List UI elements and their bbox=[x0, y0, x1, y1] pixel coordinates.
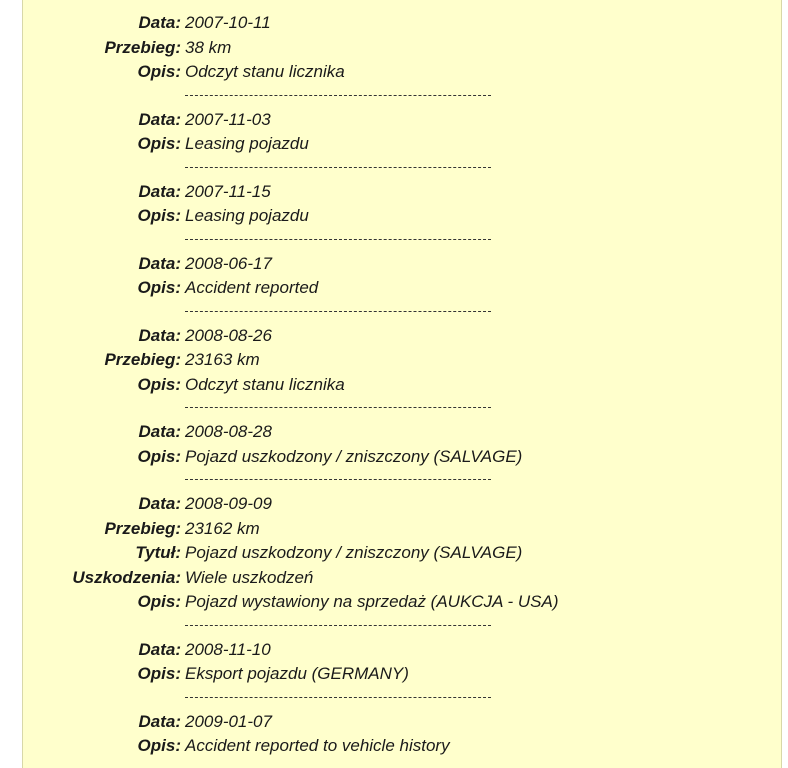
field-label: Data: bbox=[138, 325, 181, 345]
field-value: Leasing pojazdu bbox=[185, 134, 309, 153]
entry-separator bbox=[23, 157, 781, 180]
field-label: Przebieg: bbox=[104, 37, 181, 57]
entry-separator bbox=[23, 229, 781, 252]
vehicle-history-panel bbox=[22, 0, 782, 768]
field-value: Pojazd uszkodzony / zniszczony (SALVAGE) bbox=[185, 446, 523, 466]
field-value: 2008-11-10 bbox=[185, 639, 271, 659]
history-field-row bbox=[23, 541, 781, 566]
entry-separator bbox=[23, 687, 781, 710]
history-field-row bbox=[23, 132, 781, 157]
field-label: Data: bbox=[138, 494, 181, 513]
history-field-row bbox=[23, 492, 781, 517]
entry-separator bbox=[23, 469, 781, 492]
field-value: Wiele uszkodzeń bbox=[185, 567, 314, 587]
history-field-row bbox=[23, 445, 781, 470]
field-label: Data: bbox=[138, 639, 181, 659]
field-value: Accident reported to vehicle history bbox=[185, 736, 450, 755]
field-label: Uszkodzenia: bbox=[72, 567, 181, 587]
history-field-row bbox=[23, 662, 781, 687]
history-field-row bbox=[23, 734, 781, 759]
history-field-row bbox=[23, 60, 781, 85]
field-value: 23162 km bbox=[185, 518, 260, 538]
field-label: Opis: bbox=[137, 278, 181, 297]
history-field-row bbox=[23, 11, 781, 36]
field-label: Data: bbox=[138, 253, 181, 273]
field-value: 2008-08-28 bbox=[185, 422, 272, 441]
field-value: Pojazd wystawiony na sprzedaż (AUKCJA - USA) bbox=[185, 592, 559, 611]
field-value: Leasing pojazdu bbox=[185, 206, 309, 225]
field-label: Opis: bbox=[137, 592, 181, 611]
field-label: Tytuł: bbox=[135, 543, 181, 562]
dashed-divider bbox=[185, 301, 491, 312]
field-value: 2008-09-09 bbox=[185, 494, 272, 513]
field-value: Odczyt stanu licznika bbox=[185, 62, 345, 81]
dashed-divider bbox=[185, 229, 491, 240]
field-label: Data: bbox=[138, 711, 181, 731]
dashed-divider bbox=[185, 397, 491, 408]
field-label: Opis: bbox=[137, 736, 181, 755]
history-field-row bbox=[23, 566, 781, 591]
field-label: Data: bbox=[138, 422, 181, 441]
field-value: 2007-10-11 bbox=[185, 13, 271, 32]
history-field-row bbox=[23, 348, 781, 373]
field-label: Opis: bbox=[137, 134, 181, 153]
entry-separator bbox=[23, 759, 781, 768]
field-label: Opis: bbox=[137, 664, 181, 683]
history-field-row bbox=[23, 373, 781, 398]
entry-separator bbox=[23, 85, 781, 108]
field-label: Data: bbox=[138, 181, 181, 201]
dashed-divider bbox=[185, 615, 491, 626]
history-field-row bbox=[23, 324, 781, 349]
field-label: Data: bbox=[138, 13, 181, 32]
entry-separator bbox=[23, 397, 781, 420]
dashed-divider bbox=[185, 687, 491, 698]
history-field-row bbox=[23, 36, 781, 61]
history-field-row bbox=[23, 276, 781, 301]
field-label: Przebieg: bbox=[104, 518, 181, 538]
field-value: Eksport pojazdu (GERMANY) bbox=[185, 664, 409, 683]
entry-separator bbox=[23, 301, 781, 324]
field-value: 2008-06-17 bbox=[185, 253, 272, 273]
history-field-row bbox=[23, 710, 781, 735]
field-label: Opis: bbox=[137, 206, 181, 225]
field-value: Pojazd uszkodzony / zniszczony (SALVAGE) bbox=[185, 543, 523, 562]
history-field-row bbox=[23, 180, 781, 205]
field-label: Opis: bbox=[137, 446, 181, 466]
field-label: Opis: bbox=[137, 62, 181, 81]
field-value: 2008-08-26 bbox=[185, 325, 272, 345]
dashed-divider bbox=[185, 759, 491, 768]
field-label: Opis: bbox=[137, 374, 181, 394]
history-field-row bbox=[23, 252, 781, 277]
history-field-row bbox=[23, 108, 781, 133]
history-field-row bbox=[23, 204, 781, 229]
entry-separator bbox=[23, 615, 781, 638]
field-value: 38 km bbox=[185, 37, 232, 57]
field-label: Przebieg: bbox=[104, 350, 181, 369]
history-field-row bbox=[23, 638, 781, 663]
field-value: Odczyt stanu licznika bbox=[185, 374, 345, 394]
dashed-divider bbox=[185, 157, 491, 168]
history-field-row bbox=[23, 517, 781, 542]
history-field-row bbox=[23, 420, 781, 445]
field-label: Data: bbox=[138, 109, 181, 129]
field-value: Accident reported bbox=[185, 278, 319, 297]
history-list bbox=[23, 11, 781, 768]
dashed-divider bbox=[185, 469, 491, 480]
field-value: 2007-11-15 bbox=[185, 181, 271, 201]
field-value: 2009-01-07 bbox=[185, 711, 272, 731]
field-value: 2007-11-03 bbox=[185, 109, 271, 129]
dashed-divider bbox=[185, 85, 491, 96]
field-value: 23163 km bbox=[185, 350, 260, 369]
history-field-row bbox=[23, 590, 781, 615]
